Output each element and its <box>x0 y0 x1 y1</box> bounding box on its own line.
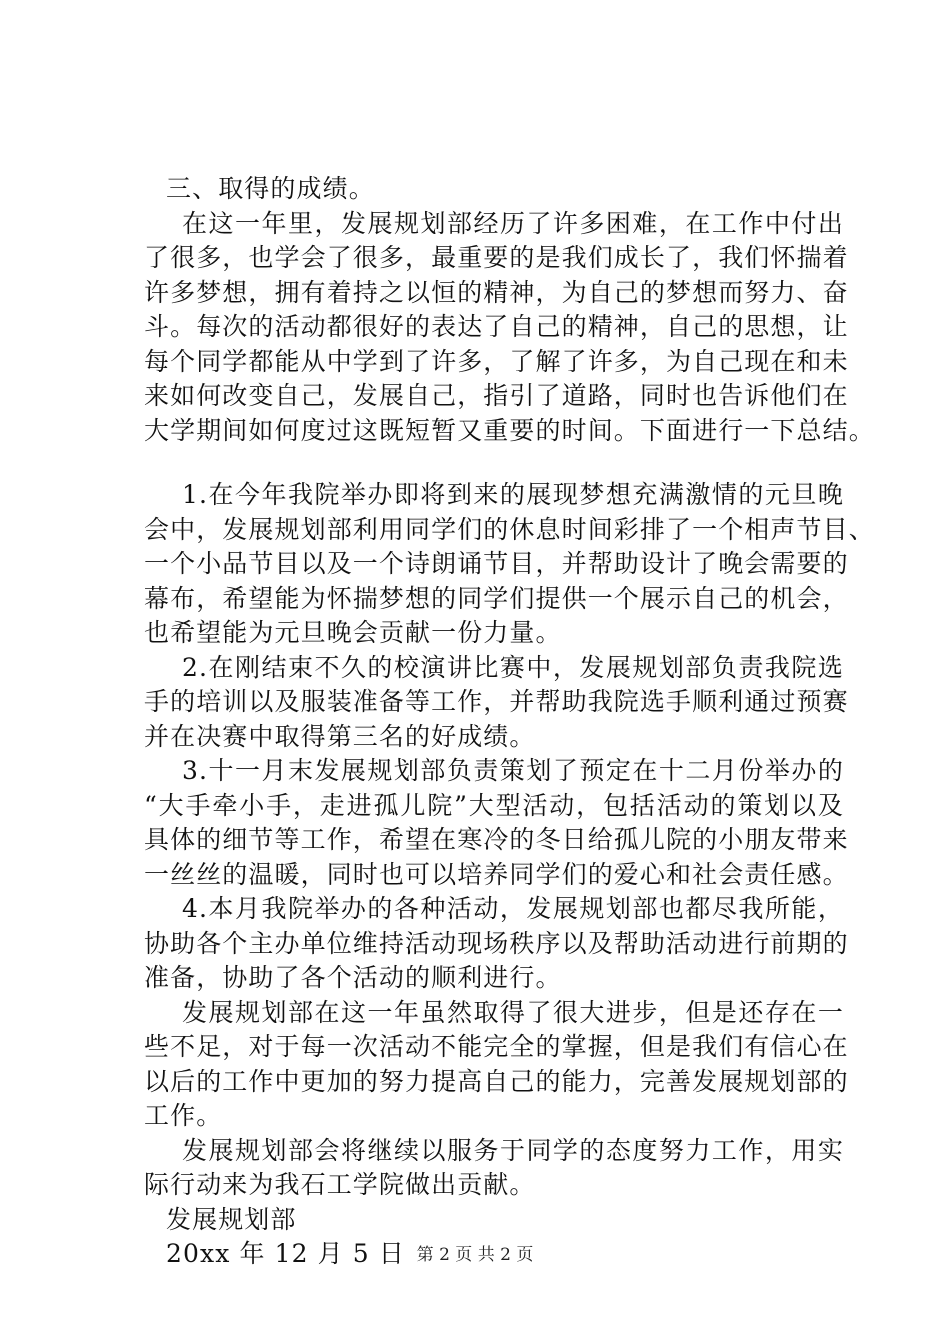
paragraph-line: 4.本月我院举办的各种活动，发展规划部也都尽我所能， <box>182 894 844 923</box>
paragraph-line: 工作。 <box>144 1101 223 1130</box>
paragraph-line: 一个小品节目以及一个诗朗诵节目，并帮助设计了晚会需要的 <box>144 549 849 578</box>
achievement-item-4 <box>144 892 849 996</box>
intro-paragraph <box>144 207 875 449</box>
closing-paragraph <box>144 996 849 1134</box>
paragraph-spacer <box>144 448 844 478</box>
paragraph-line: 了很多，也学会了很多，最重要的是我们成长了，我们怀揣着 <box>144 243 849 272</box>
paragraph-line: 3.十一月末发展规划部负责策划了预定在十二月份举办的 <box>182 756 844 785</box>
paragraph-line: 些不足，对于每一次活动不能完全的掌握，但是我们有信心在 <box>144 1032 849 1061</box>
paragraph-line: 1.在今年我院举办即将到来的展现梦想充满激情的元旦晚 <box>182 480 844 509</box>
paragraph-line: 每个同学都能从中学到了许多，了解了许多，为自己现在和未 <box>144 346 849 376</box>
paragraph-line: 幕布，希望能为怀揣梦想的同学们提供一个展示自己的机会， <box>144 583 849 613</box>
paragraph-line: 以后的工作中更加的努力提高自己的能力，完善发展规划部的 <box>144 1066 849 1096</box>
paragraph-line: “大手牵小手，走进孤儿院”大型活动，包括活动的策划以及 <box>144 790 844 820</box>
paragraph-line: 并在决赛中取得第三名的好成绩。 <box>144 721 536 751</box>
paragraph-line: 际行动来为我石工学院做出贡献。 <box>144 1170 536 1199</box>
paragraph-line: 准备，协助了各个活动的顺利进行。 <box>144 963 562 992</box>
paragraph-line: 来如何改变自己，发展自己，指引了道路，同时也告诉他们在 <box>144 381 849 410</box>
achievement-item-1 <box>144 478 875 651</box>
page-footer: 第 2 页 共 2 页 <box>416 1245 534 1265</box>
signature-department: 发展规划部 <box>166 1204 297 1234</box>
paragraph-line: 在这一年里，发展规划部经历了许多困难，在工作中付出 <box>182 208 844 238</box>
paragraph-line: 协助各个主办单位维持活动现场秩序以及帮助活动进行前期的 <box>144 928 849 958</box>
paragraph-line: 2.在刚结束不久的校演讲比赛中，发展规划部负责我院选 <box>182 652 844 682</box>
achievement-item-2 <box>144 651 849 755</box>
section-heading: 三、取得的成绩。 <box>166 174 375 203</box>
signature-date: 20xx 年 12 月 5 日 <box>166 1239 405 1268</box>
paragraph-line: 大学期间如何度过这既短暂又重要的时间。下面进行一下总结。 <box>144 415 875 445</box>
document-body <box>144 172 875 1272</box>
paragraph-line: 发展规划部会将继续以服务于同学的态度努力工作，用实 <box>182 1135 844 1165</box>
paragraph-line: 具体的细节等工作，希望在寒冷的冬日给孤儿院的小朋友带来 <box>144 825 849 854</box>
final-paragraph <box>144 1134 844 1203</box>
paragraph-line: 发展规划部在这一年虽然取得了很大进步，但是还存在一 <box>182 997 844 1027</box>
paragraph-line: 许多梦想，拥有着持之以恒的精神，为自己的梦想而努力、奋 <box>144 277 849 307</box>
paragraph-line: 斗。每次的活动都很好的表达了自己的精神，自己的思想，让 <box>144 312 849 341</box>
achievement-item-3 <box>144 754 849 892</box>
paragraph-line: 一丝丝的温暖，同时也可以培养同学们的爱心和社会责任感。 <box>144 859 849 889</box>
paragraph-line: 也希望能为元旦晚会贡献一份力量。 <box>144 618 562 647</box>
paragraph-line: 手的培训以及服装准备等工作，并帮助我院选手顺利通过预赛 <box>144 687 849 716</box>
paragraph-line: 会中，发展规划部利用同学们的休息时间彩排了一个相声节目、 <box>144 514 875 544</box>
